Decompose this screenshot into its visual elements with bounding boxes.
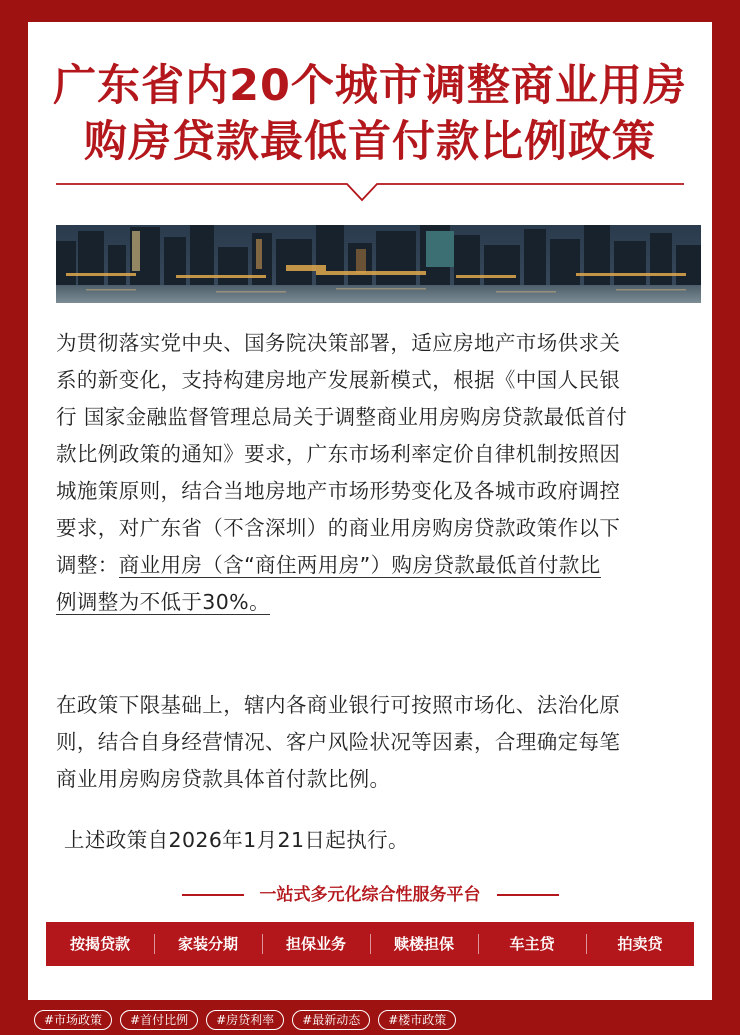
poster-card <box>28 22 712 1000</box>
service-renovation-installment[interactable]: 家装分期 <box>154 922 262 966</box>
hashtag-latest-news[interactable]: #最新动态 <box>292 1010 370 1030</box>
slogan-left-line <box>182 894 244 896</box>
adjustment-lead: 调整： <box>56 553 119 577</box>
paragraph-line <box>56 584 690 621</box>
slogan-right-line <box>497 894 559 896</box>
service-auction-loan[interactable]: 拍卖贷 <box>586 922 694 966</box>
title-divider <box>56 180 684 210</box>
service-mortgage-loan[interactable]: 按揭贷款 <box>69 935 130 953</box>
hashtag-mortgage-rate[interactable]: #房贷利率 <box>206 1010 284 1030</box>
headline-line-2: 购房贷款最低首付款比例政策 <box>84 117 656 167</box>
paragraph-line: 系的新变化，支持构建房地产发展新模式，根据《中国人民银 <box>56 368 621 392</box>
paragraph-line: 为贯彻落实党中央、国务院决策部署，适应房地产市场供求关 <box>56 331 621 355</box>
highlighted-policy-text: 商业用房（含“商住两用房”）购房贷款最低首付款比 <box>118 553 601 577</box>
services-bar <box>46 922 694 966</box>
hashtag-down-payment-ratio[interactable]: #首付比例 <box>120 1010 198 1030</box>
paragraph-line: 城施策原则，结合当地房地产市场形势变化及各城市政府调控 <box>56 479 621 503</box>
paragraph-line: 行 国家金融监督管理总局关于调整商业用房购房贷款最低首付 <box>56 405 628 429</box>
paragraph-line: 在政策下限基础上，辖内各商业银行可按照市场化、法治化原 <box>56 693 621 717</box>
hashtag-row <box>34 1010 456 1030</box>
service-guarantee[interactable]: 担保业务 <box>262 922 370 966</box>
paragraph-line: 商业用房购房贷款具体首付款比例。 <box>56 767 391 791</box>
headline-line-1: 广东省内20个城市调整商业用房 <box>53 61 687 111</box>
slogan-text: 一站式多元化综合性服务平台 <box>259 885 481 905</box>
service-car-owner-loan[interactable]: 车主贷 <box>478 922 586 966</box>
hashtag-market-policy[interactable]: #市场政策 <box>34 1010 112 1030</box>
paragraph-line: 要求，对广东省（不含深圳）的商业用房购房贷款政策作以下 <box>56 516 621 540</box>
hashtag-property-policy[interactable]: #楼市政策 <box>378 1010 456 1030</box>
service-redemption-guarantee[interactable]: 赎楼担保 <box>370 922 478 966</box>
paragraph-line: 款比例政策的通知》要求，广东市场利率定价自律机制按照因 <box>56 442 621 466</box>
slogan <box>28 880 712 905</box>
effective-date-text: 上述政策自2026年1月21日起执行。 <box>64 828 409 852</box>
city-skyline-image <box>56 225 701 303</box>
paragraph-line <box>56 547 690 584</box>
policy-paragraph-1 <box>56 325 690 621</box>
highlighted-policy-text: 例调整为不低于30%。 <box>56 590 270 614</box>
policy-paragraph-2 <box>56 687 690 798</box>
paragraph-line: 则，结合自身经营情况、客户风险状况等因素，合理确定每笔 <box>56 730 621 754</box>
